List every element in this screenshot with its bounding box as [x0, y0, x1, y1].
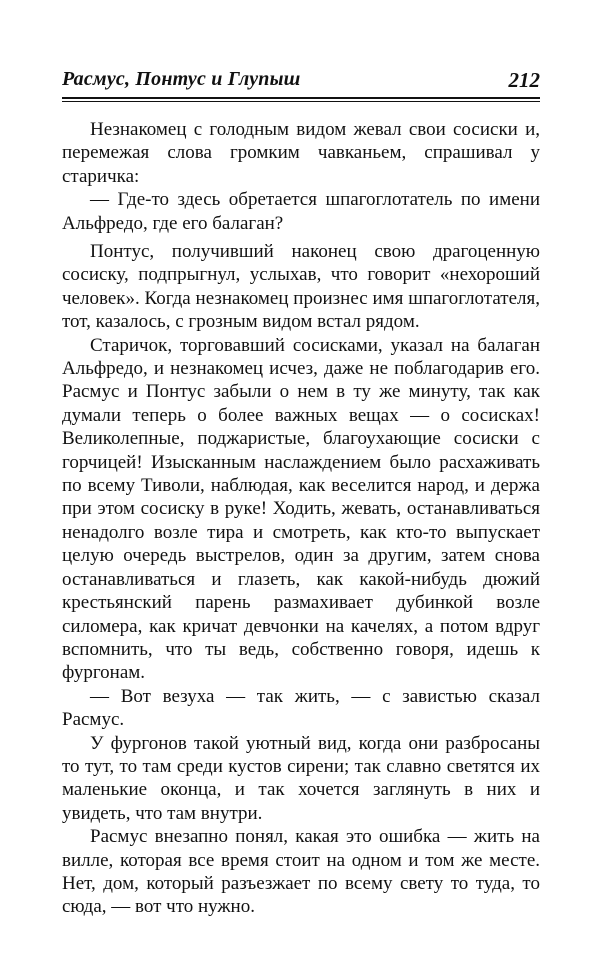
paragraph: Понтус, получивший наконец свою драгоценную сосиску, подпрыгнул, услыхав, что говорит «нехороший человек». Когда незнакомец произнес имя шпагоглотателя, тот, казалось, с грозным видом встал рядом. [62, 241, 540, 333]
text-block-top [62, 118, 540, 235]
paragraph: Старичок, торговавший сосисками, указал на балаган Альфредо, и незнакомец исчез, даже не поблагодарив его. Расмус и Понтус забыли о нем в ту же минуту, так как думали теперь о более важных вещах — о сосисках! Великолепные, поджаристые, благоухающие сосиски с горчицей! Изысканным наслаждением было расхаживать по всему Тиволи, наблюдая, как веселится народ, и держа при этом сосиску в руке! Ходить, жевать, останавливаться ненадолго возле тира и смотреть, как кто-то выпускает целую очередь выстрелов, один за другим, затем снова останавливаться и глазеть, как какой-нибудь дюжий крестьянский парень размахивает дубинкой возле силомера, как кричат девчонки на качелях, а потом вдруг вспомнить, что ты ведь, собственно говоря, идешь к фургонам. [62, 334, 540, 684]
running-title: Расмус, Понтус и Глупыш [62, 68, 301, 90]
page-number: 212 [508, 68, 540, 92]
text-block-main [62, 240, 540, 919]
paragraph: — Где-то здесь обретается шпагоглотатель по имени Альфредо, где его балаган? [62, 189, 540, 234]
paragraph: — Вот везуха — так жить, — с завистью сказал Расмус. [62, 685, 540, 731]
paragraph: Расмус внезапно понял, какая это ошибка — жить на вилле, которая все время стоит на одном и том же месте. Нет, дом, который разъезжает по всему свету то туда, то сюда, — вот что нужно. [62, 826, 540, 918]
paragraph: У фургонов такой уютный вид, когда они разбросаны то тут, то там среди кустов сирени; так славно светятся их маленькие оконца, и так хочется заглянуть в них и увидеть, что там внутри. [62, 732, 540, 824]
paragraph: Незнакомец с голодным видом жевал свои сосиски и, перемежая слова громким чавканьем, спрашивал у старичка: [62, 119, 540, 187]
page-header [62, 64, 540, 94]
header-rule [62, 97, 540, 102]
